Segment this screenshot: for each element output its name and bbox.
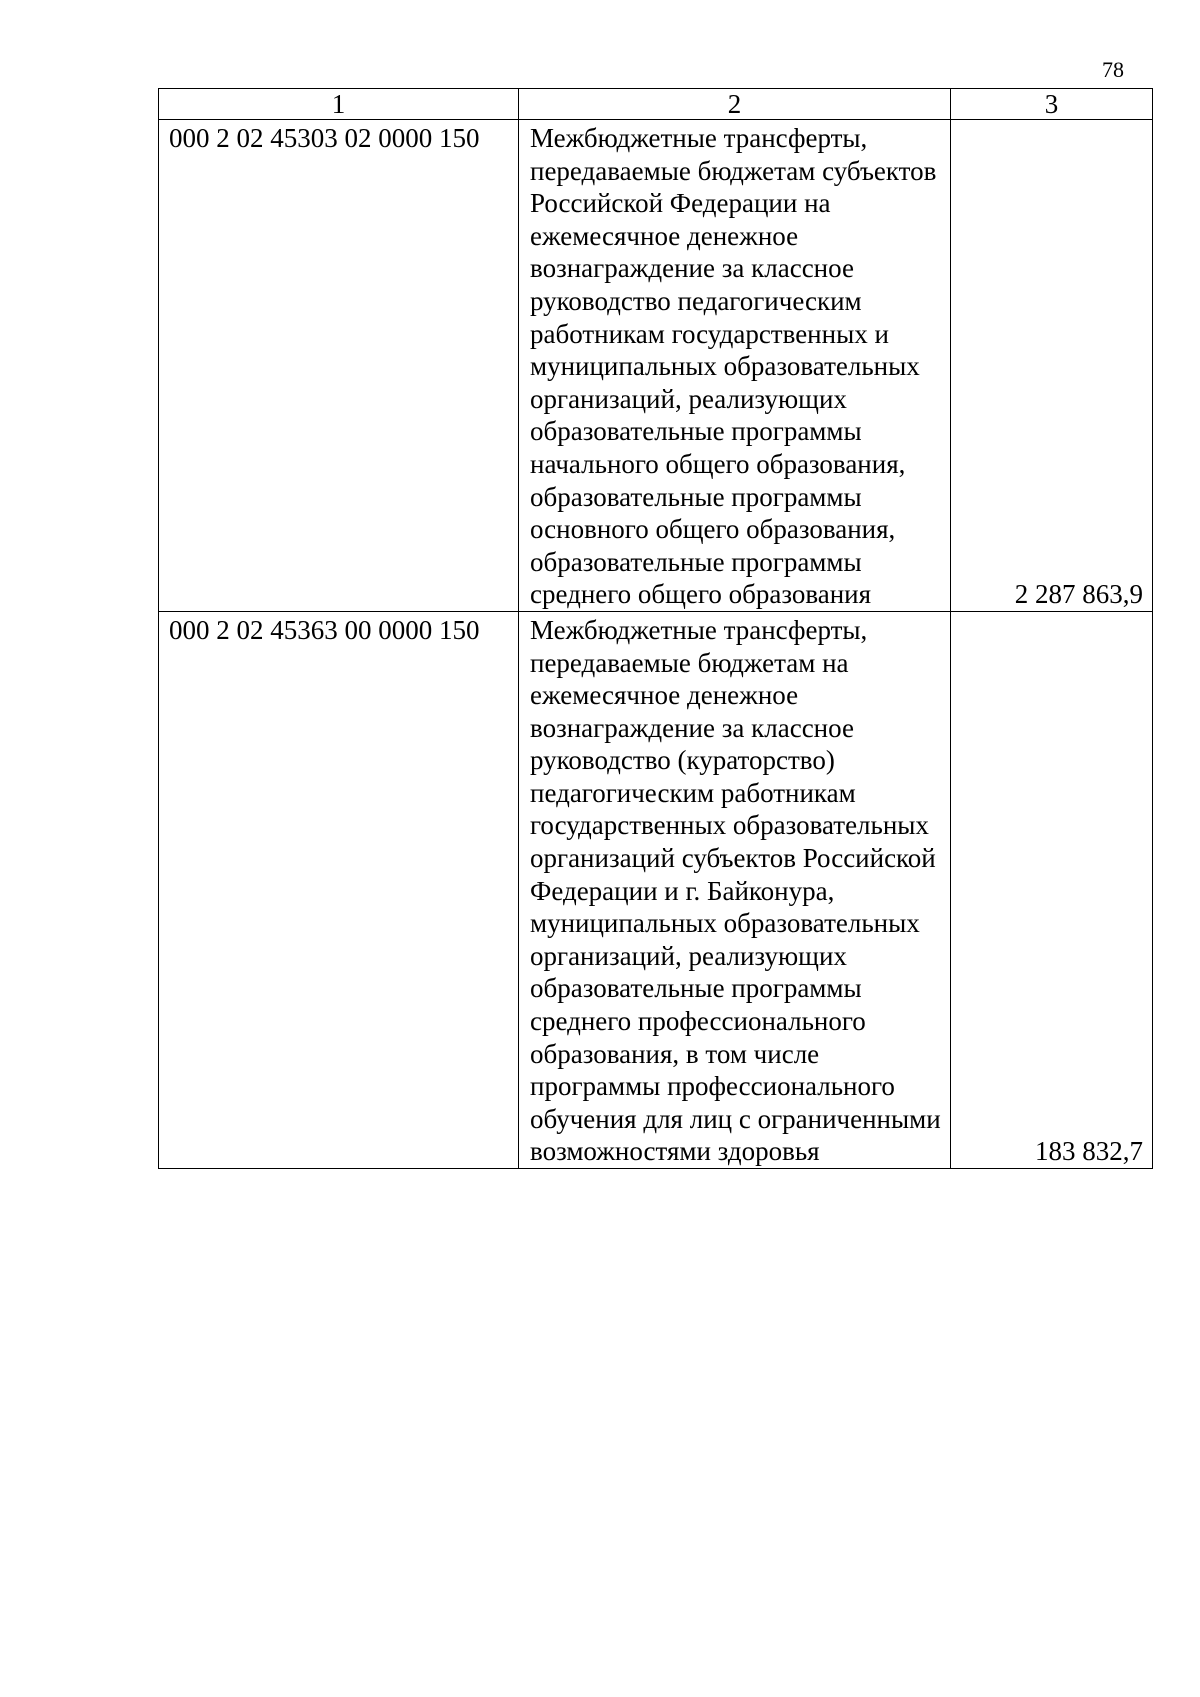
column-header-1: 1 <box>159 89 519 120</box>
column-header-2: 2 <box>519 89 951 120</box>
description-cell: Межбюджетные трансферты, передаваемые бюджетам на ежемесячное денежное вознаграждение за классное руководство (кураторство) педагогическим работникам государственных образовательных организаций субъектов Российской Федерации и г. Байконура, муниципальных образовательных организаций, реализующих образовательные программы среднего профессионального образования, в том числе программы профессионального обучения для лиц с ограниченными возможностями здоровья <box>519 611 951 1168</box>
column-header-3: 3 <box>951 89 1153 120</box>
budget-table <box>158 88 1153 1169</box>
budget-code-cell: 000 2 02 45303 02 0000 150 <box>159 120 519 612</box>
amount-cell: 2 287 863,9 <box>951 120 1153 612</box>
description-cell: Межбюджетные трансферты, передаваемые бюджетам субъектов Российской Федерации на ежемесячное денежное вознаграждение за классное руководство педагогическим работникам государственных и муниципальных образовательных организаций, реализующих образовательные программы начального общего образования, образовательные программы основного общего образования, образовательные программы среднего общего образования <box>519 120 951 612</box>
page-number: 78 <box>1102 57 1124 82</box>
table-row <box>159 611 1153 1168</box>
table-header-row <box>159 89 1153 120</box>
amount-cell: 183 832,7 <box>951 611 1153 1168</box>
budget-code-cell: 000 2 02 45363 00 0000 150 <box>159 611 519 1168</box>
table-row <box>159 120 1153 612</box>
